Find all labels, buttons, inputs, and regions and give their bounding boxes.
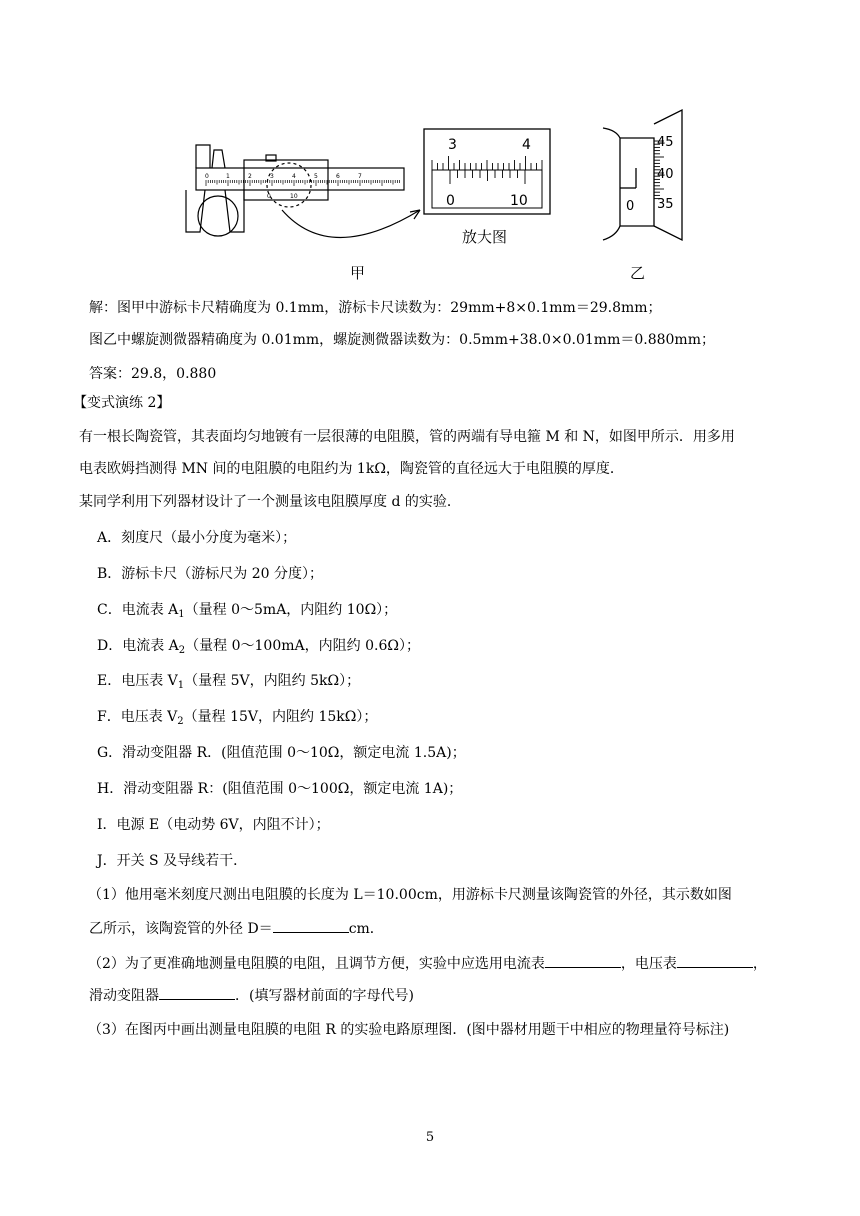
question-2-line-2: 滑动变阻器 ．(填写器材前面的字母代号): [89, 985, 414, 1006]
item-j: J．开关 S 及导线若干．: [97, 853, 248, 869]
micrometer-sleeve-zero: 0: [626, 199, 635, 214]
exercise-intro-1: 有一根长陶瓷管，其表面均匀地镀有一层很薄的电阻膜，管的两端有导电箍 M 和 N，如图甲所示．用多用: [79, 429, 735, 445]
item-b: B．游标卡尺（游标尺为 20 分度）；: [97, 566, 324, 582]
item-c: C．电流表 $A_1$（量程 0～5mA，内阻约 10Ω）；: [97, 602, 398, 620]
item-h: H．滑动变阻器 R：(阻值范围 0～100Ω，额定电流 1A)；: [97, 781, 463, 797]
answer-blank-ammeter[interactable]: [545, 953, 621, 968]
magnified-frame: [424, 129, 550, 214]
magnified-main-4: 4: [522, 137, 531, 153]
solution-line-1: 解：图甲中游标卡尺精确度为 0.1mm，游标卡尺读数为：29mm+8×0.1mm＝29.8mm；: [89, 300, 662, 316]
item-e: E．电压表 $V_1$（量程 5V，内阻约 5kΩ）；: [97, 673, 361, 691]
caliper-figure-label: 甲: [350, 264, 366, 282]
magnified-main-3: 3: [448, 137, 457, 153]
caliper-fixed-jaw-lower: [186, 190, 205, 232]
caliper-num-1: 1: [226, 173, 230, 180]
caliper-vernier-num-10: 10: [290, 193, 298, 200]
item-d: D．电流表 $A_2$（量程 0～100mA，内阻约 0.6Ω）；: [97, 638, 420, 656]
exercise-intro-2: 电表欧姆挡测得 MN 间的电阻膜的电阻约为 1kΩ，陶瓷管的直径远大于电阻膜的厚度．: [79, 461, 624, 477]
item-a: A．刻度尺（最小分度为毫米）；: [97, 530, 297, 546]
exercise-title: 【变式演练 2】: [73, 395, 171, 411]
answer-line: 答案：29.8，0.880: [89, 366, 217, 382]
item-i: I．电源 E（电动势 6V，内阻不计）；: [97, 817, 330, 833]
question-2-line-1: （2）为了更准确地测量电阻膜的电阻，且调节方便，实验中应选用电流表 ，电压表 ，: [88, 953, 767, 974]
measured-object: [198, 196, 238, 236]
question-3: （3）在图丙中画出测量电阻膜的电阻 R 的实验电路原理图．(图中器材用题干中相应的物理量符号标注): [88, 1022, 730, 1038]
caliper-num-0: 0: [205, 173, 209, 180]
caliper-num-6: 6: [336, 173, 340, 180]
solution-line-2: 图乙中螺旋测微器精确度为 0.01mm，螺旋测微器读数为：0.5mm+38.0×0.01mm＝0.880mm；: [89, 332, 715, 348]
micrometer-num-35: 35: [657, 197, 674, 212]
micrometer-frame: [603, 128, 620, 240]
caliper-vernier-num-0: 0: [267, 193, 271, 200]
caliper-moving-jaw: [225, 190, 244, 232]
caliper-num-2: 2: [248, 173, 252, 180]
answer-blank-voltmeter[interactable]: [677, 953, 753, 968]
caliper-num-5: 5: [314, 173, 318, 180]
page-number: 5: [425, 1130, 435, 1145]
item-f: F．电压表 $V_2$（量程 15V，内阻约 15kΩ）；: [97, 709, 378, 727]
caliper-num-4: 4: [292, 173, 296, 180]
micrometer-num-45: 45: [657, 135, 674, 150]
figure-drawing: [0, 0, 860, 285]
micrometer-num-40: 40: [657, 167, 674, 182]
answer-blank-rheostat[interactable]: [159, 985, 235, 1000]
magnified-vernier-10: 10: [510, 193, 528, 209]
question-1-line-1: （1）他用毫米刻度尺测出电阻膜的长度为 L＝10.00cm，用游标卡尺测量该陶瓷管的外径，其示数如图: [88, 887, 732, 903]
question-1-line-2: 乙所示，该陶瓷管的外径 D＝ cm．: [89, 918, 384, 939]
caliper-num-7: 7: [358, 173, 362, 180]
answer-blank-diameter[interactable]: [273, 918, 349, 933]
exercise-intro-3: 某同学利用下列器材设计了一个测量该电阻膜厚度 d 的实验．: [79, 494, 461, 510]
micrometer-figure-label: 乙: [630, 264, 646, 282]
item-g: G．滑动变阻器 R．(阻值范围 0～10Ω，额定电流 1.5A)；: [97, 745, 466, 761]
magnify-arrow: [282, 210, 420, 238]
measurement-figure: [0, 0, 860, 285]
magnified-label: 放大图: [462, 228, 508, 246]
caliper-fixed-jaw-upper: [196, 145, 210, 168]
caliper-num-3: 3: [270, 173, 274, 180]
magnified-vernier-0: 0: [446, 193, 455, 209]
